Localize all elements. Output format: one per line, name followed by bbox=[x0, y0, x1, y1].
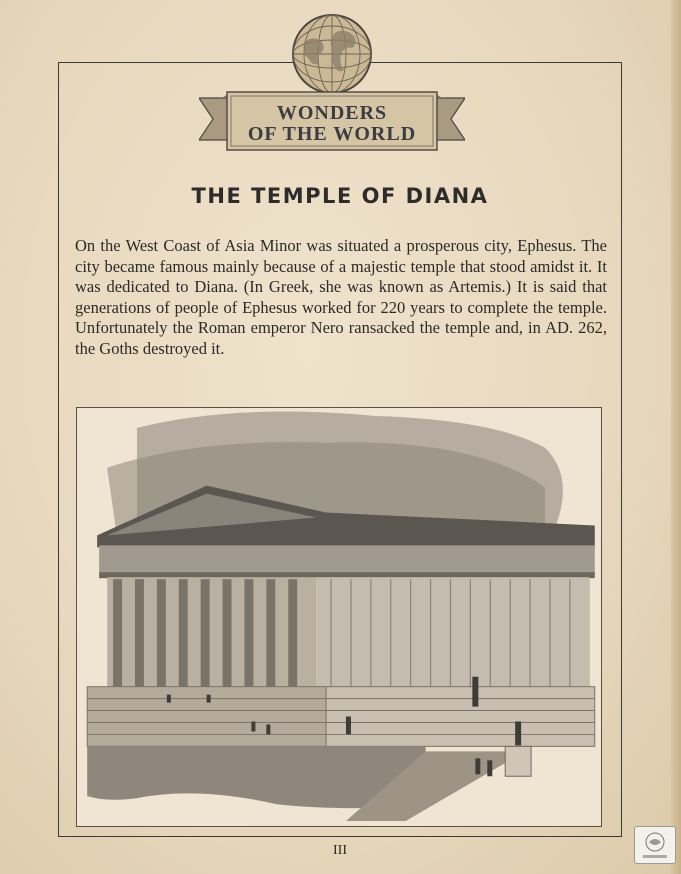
page-number: III bbox=[333, 843, 347, 858]
article-body: On the West Coast of Asia Minor was situated a prosperous city, Ephesus. The city became famous mainly because of a majestic temple that stood amidst it. It was dedicated to Diana. (In Greek, she was known as Artemis.) It is said that generations of people of Ephesus worked for 220 years to complete the temple. Unfortunately the Roman emperor Nero ransacked the temple and, in AD. 262, the Goths destroyed it. bbox=[75, 236, 607, 358]
stamp-icon bbox=[634, 826, 676, 864]
page-edge bbox=[671, 0, 681, 874]
temple-illustration bbox=[76, 407, 602, 827]
globe-icon bbox=[290, 12, 374, 96]
banner-line-1: WONDERS bbox=[276, 102, 388, 124]
banner-line-2: OF THE WORLD bbox=[247, 123, 417, 145]
banner-title bbox=[228, 103, 436, 145]
article-title: THE TEMPLE OF DIANA bbox=[191, 184, 489, 208]
